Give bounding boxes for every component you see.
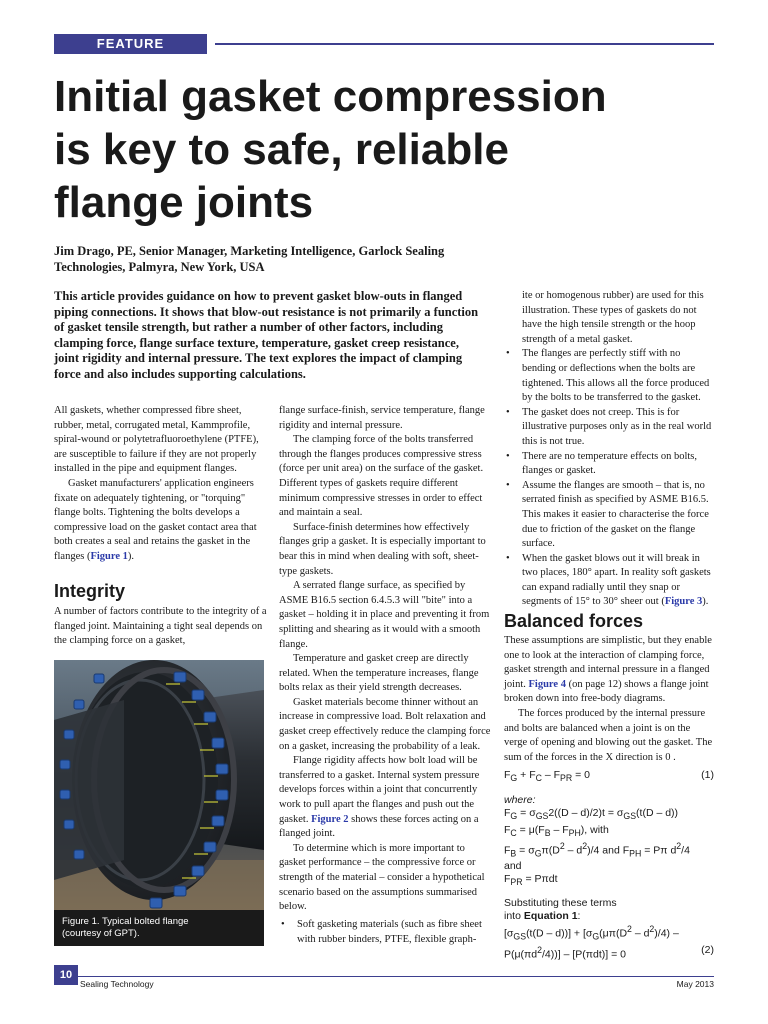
- equation-number: (1): [701, 769, 714, 782]
- substitution-line: into Equation 1:: [504, 910, 581, 923]
- equations: [504, 769, 714, 961]
- paragraph: These assumptions are simplistic, but they enable one to look at the interaction of clamping force, gasket strength and internal pressure in a flanged joint. Figure 4 (on page 12) shows a flange joint broken down into free-body diagrams.: [504, 635, 712, 705]
- caption-line: Figure 1. Typical bolted flange: [62, 916, 189, 927]
- definition: $F_B = \sigma_G\pi(D^2 - d^2)/4$ and $F_{PH} = P\pi$ $d^2/4$: [504, 840, 690, 859]
- author-byline: Jim Drago, PE, Senior Manager, Marketing Intelligence, Garlock Sealing Technologies, Palmyra, New York, USA: [54, 244, 445, 274]
- page-number: 10: [54, 965, 78, 985]
- paragraph: Gasket manufacturers' application engineers fixate on adequately tightening, or "torquing" flange bolts. Tightening the bolts develops a compressive load on the gasket contact area that both creates a seal and retains the gasket in the flanges (Figure 1).: [54, 477, 257, 562]
- where-label: where:: [504, 794, 536, 807]
- equation-1: $F_G + F_C - F_{PR} = 0$ (1): [504, 769, 714, 784]
- issue-date: May 2013: [676, 979, 714, 989]
- list-item: • When the gasket blows out it will break in two places, 180° apart. In reality soft gaskets can expand radially until they snap or segments of 15° to 30° sheer out (Figure 3).: [504, 552, 714, 610]
- equation-1-reference: Equation 1: [523, 910, 578, 923]
- publication-name: Sealing Technology: [80, 979, 154, 989]
- figure-1-link[interactable]: Figure 1: [90, 550, 128, 562]
- list-item: • Assume the flanges are smooth – that is, no serrated finish as specified by ASME B16.5. This makes it easier to characterise the force due to friction of the gasket on the flange surface.: [504, 479, 714, 552]
- figure-2-link[interactable]: Figure 2: [311, 813, 349, 825]
- title-line: is key to safe, reliable: [54, 125, 509, 174]
- paragraph: Flange rigidity affects how bolt load will be transferred to a gasket. Internal system pressure develops forces within a joint that concurrently work to pull apart the flanges and push out the gasket. Figure 2 shows these forces acting on a flanged joint.: [279, 755, 480, 840]
- paragraph: Surface-finish determines how effectively flanges grip a gasket. It is especially important to bear this in mind when dealing with soft, sheet-type gaskets.: [279, 521, 486, 577]
- definition: $F_G = \sigma_{GS}2((D - d)/2)t = \sigma_{GS}(t(D - d))$: [504, 807, 679, 822]
- assumptions-list: [504, 347, 714, 610]
- paragraph: All gaskets, whether compressed fibre sheet, rubber, metal, corrugated metal, Kammprofile, spiral-wound or polytetrafluoroethylene (PTFE), are susceptible to failure if they are not properly installed in the pipe and equipment flanges.: [54, 405, 259, 475]
- substitution-line: Substituting these terms: [504, 897, 617, 910]
- equation-2: $[\sigma_{GS}(t(D - d))] + [\sigma_G(\mu\pi(D^2 - d^2)/4)$ –: [504, 924, 679, 942]
- paragraph: A number of factors contribute to the integrity of a flanged joint. Maintaining a tight seal depends on the clamping force on a gasket,: [54, 606, 267, 647]
- paragraph: The forces produced by the internal pressure and bolts are balanced when a joint is on the verge of opening and blowing out the gasket. The sum of the forces in the X direction is 0 .: [504, 707, 713, 763]
- definition: $F_C = \mu(F_B - F_{PH})$, with: [504, 823, 609, 838]
- abstract: This article provides guidance on how to prevent gasket blow-outs in flanged piping connections. It shows that blow-out resistance is not primarily a function of gasket tensile strength, but rather a number of other factors, including clamping force, flange surface texture, temperature, gasket creep resistance, joint rigidity and internal pressure. The text explores the impact of clamping force and also includes supporting calculations.: [54, 289, 479, 381]
- paragraph: ite or homogenous rubber) are used for this illustration. These types of gaskets do not have the high tensile strength or the hoop strength of a metal gasket.: [522, 290, 704, 345]
- footer-rule: [54, 976, 714, 977]
- paragraph: Temperature and gasket creep are directly related. When the temperature increases, flange bolts relax as their yield strength decreases.: [279, 653, 479, 694]
- column-1: [54, 404, 267, 565]
- header-rule: [215, 43, 714, 45]
- assumptions-list-start: [279, 918, 491, 947]
- paragraph: Gasket materials become thinner without an increase in compressive load. Bolt relaxation and gasket creep effectively reduce the clamping force on a gasket, increasing the probability of a leak.: [279, 696, 491, 752]
- figure-1-caption: [54, 910, 264, 946]
- list-item: • The gasket does not creep. This is for illustrative purposes only as in the real world this is not true.: [504, 406, 714, 450]
- figure-1-image: [54, 660, 264, 946]
- column-2: [279, 404, 491, 915]
- caption-line: (courtesy of GPT).: [62, 928, 140, 939]
- section-heading-integrity: Integrity: [54, 581, 126, 601]
- list-item: • There are no temperature effects on bolts, flanges or gasket.: [504, 450, 714, 479]
- column-3: [504, 289, 714, 610]
- definition: $F_{PR} = P\pi dt$: [504, 873, 558, 888]
- paragraph: flange surface-finish, service temperature, flange rigidity and internal pressure.: [279, 405, 485, 431]
- section-heading-balanced-forces: Balanced forces: [504, 611, 644, 631]
- list-item: • The flanges are perfectly stiff with no bending or deflections when the bolts are tightened. This allows all the force produced by the bolts to be transferred to the gasket.: [504, 347, 714, 405]
- paragraph: To determine which is more important to gasket performance – the compressive force or strength of the material – consider a hypothetical scenario based on the assumptions summarised below.: [279, 842, 485, 913]
- list-item: • Soft gasketing materials (such as fibre sheet with rubber binders, PTFE, flexible graph-: [279, 918, 491, 947]
- section-tag: FEATURE: [54, 34, 207, 54]
- paragraph: The clamping force of the bolts transferred through the flanges produces compressive stress (force per unit area) on the surface of the gasket. Different types of gaskets require different minimum compressive stresses in order to effect and maintain a seal.: [279, 434, 484, 519]
- equation-number: (2): [701, 943, 714, 956]
- title-line: Initial gasket compression: [54, 72, 607, 121]
- balanced-forces-body: [504, 634, 714, 961]
- figure-3-link[interactable]: Figure 3: [664, 596, 703, 608]
- paragraph: A serrated flange surface, as specified by ASME B16.5 section 6.4.5.3 will "bite" into a gasket – holding it in place and preventing it from splitting and shearing as it would with a smooth flange.: [279, 580, 490, 650]
- title-line: flange joints: [54, 178, 314, 227]
- and-label: and: [504, 860, 522, 873]
- article-title: [54, 70, 694, 229]
- bolted-flange-illustration: [54, 660, 264, 946]
- figure-4-link[interactable]: Figure 4: [528, 678, 566, 690]
- equation-2-cont: $P(\mu(\pi d^2/4))] - [P(\pi dt)] = 0$ (2): [504, 943, 714, 961]
